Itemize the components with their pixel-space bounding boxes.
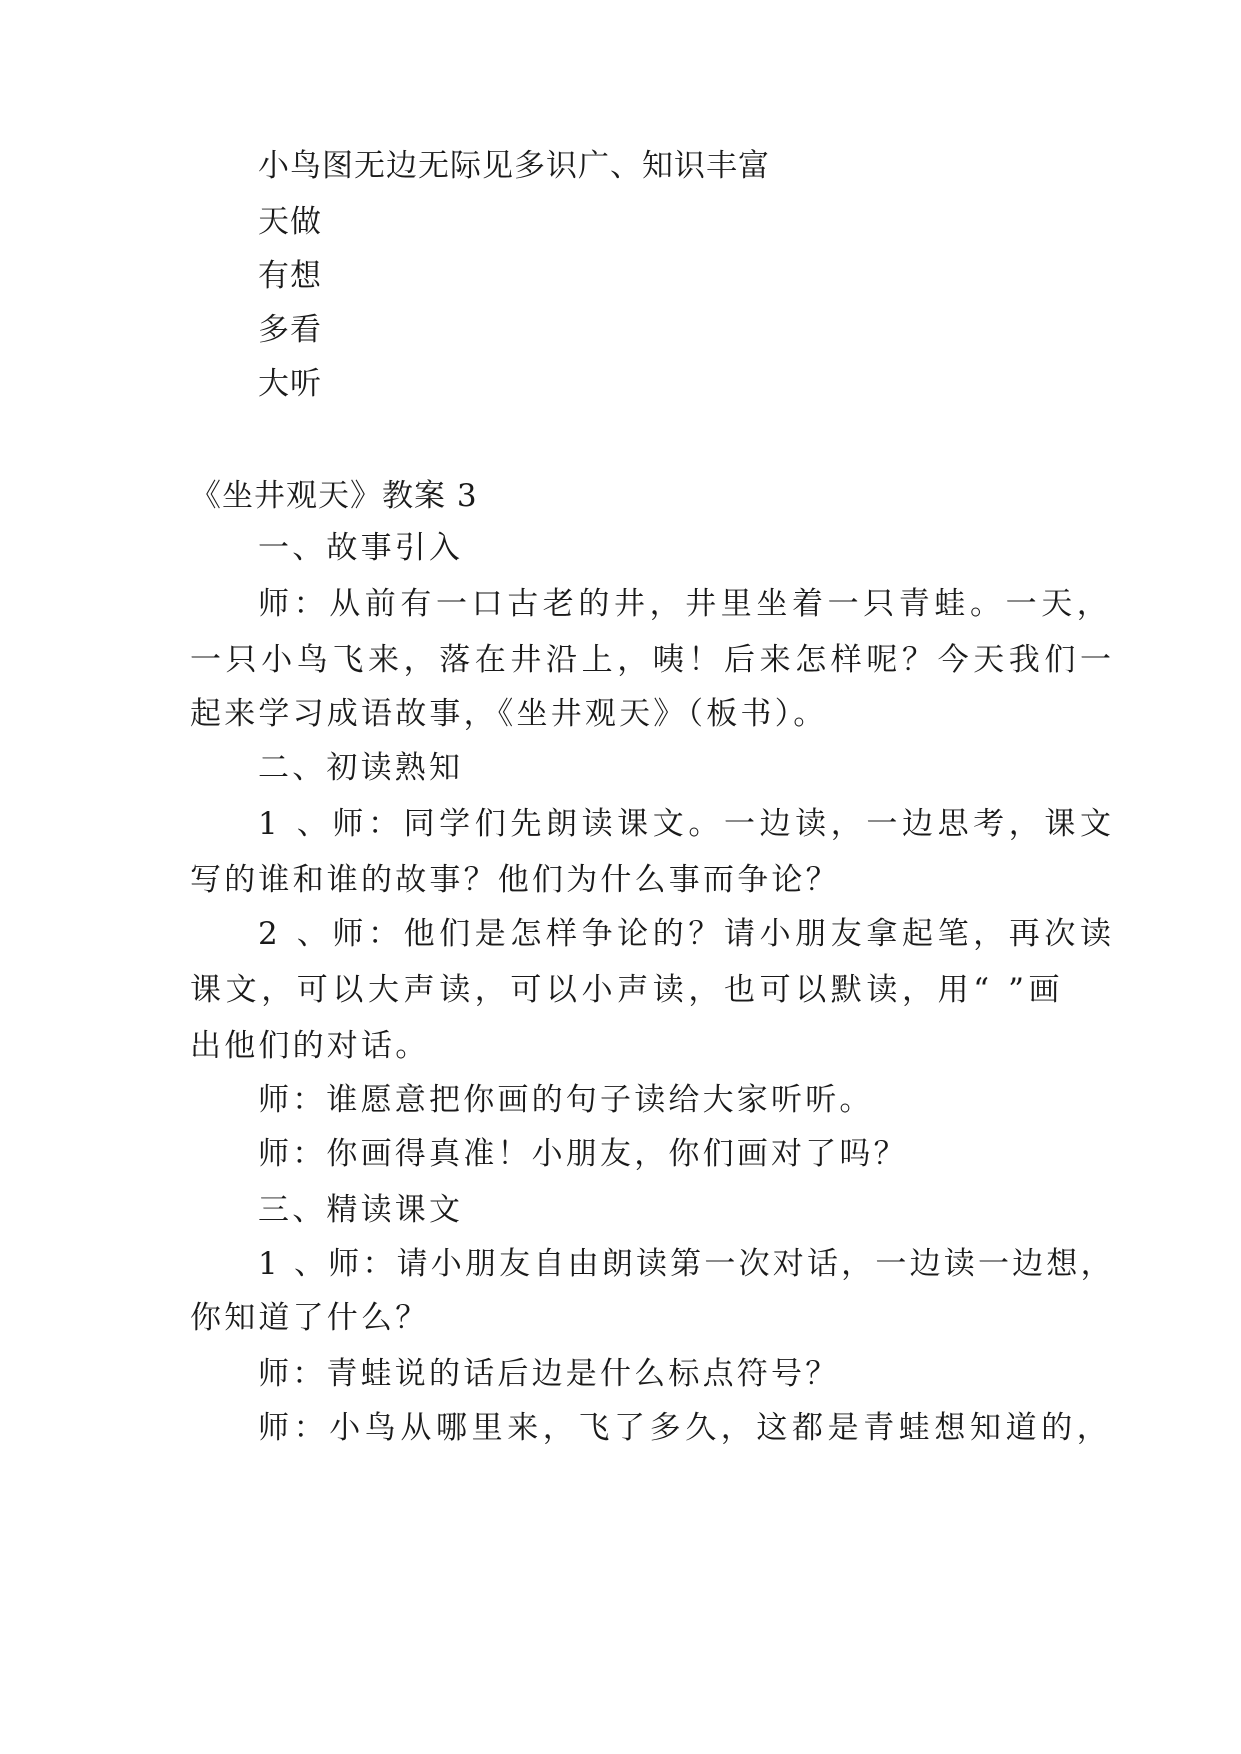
paragraph-line: 写的谁和谁的故事？他们为什么事而争论？ bbox=[190, 862, 840, 898]
paragraph-line: 一只小鸟飞来，落在井沿上，咦！后来怎样呢？今天我们一 bbox=[190, 642, 1116, 678]
top-line-2: 天做 bbox=[258, 204, 322, 240]
paragraph-line: 起来学习成语故事，《坐井观天》（板书）。 bbox=[190, 696, 828, 732]
paragraph-line: 师：青蛙说的话后边是什么标点符号？ bbox=[258, 1356, 840, 1392]
top-line-3: 有想 bbox=[258, 258, 322, 294]
heading-close-reading: 三、精读课文 bbox=[258, 1192, 464, 1228]
heading-story-intro: 一、故事引入 bbox=[258, 530, 464, 566]
heading-first-reading: 二、初读熟知 bbox=[258, 750, 464, 786]
paragraph-line: 1 、师：同学们先朗读课文。一边读，一边思考，课文 bbox=[258, 806, 1116, 842]
paragraph-line: 你知道了什么？ bbox=[190, 1300, 430, 1336]
paragraph-line: 师：你画得真准！小朋友，你们画对了吗？ bbox=[258, 1136, 908, 1172]
top-line-4: 多看 bbox=[258, 312, 322, 348]
paragraph-line: 师：从前有一口古老的井，井里坐着一只青蛙。一天， bbox=[258, 586, 1113, 622]
top-line-1: 小鸟图无边无际见多识广、知识丰富 bbox=[258, 148, 770, 184]
paragraph-line: 出他们的对话。 bbox=[190, 1028, 430, 1064]
section-title: 《坐井观天》教案 3 bbox=[190, 478, 478, 514]
top-line-5: 大听 bbox=[258, 366, 322, 402]
paragraph-line: 师：小鸟从哪里来，飞了多久，这都是青蛙想知道的， bbox=[258, 1410, 1113, 1446]
paragraph-line: 1 、师：请小朋友自由朗读第一次对话，一边读一边想， bbox=[258, 1246, 1115, 1282]
paragraph-line: 师：谁愿意把你画的句子读给大家听听。 bbox=[258, 1082, 874, 1118]
paragraph-line: 课文，可以大声读，可以小声读，也可以默读，用“ ”画 bbox=[190, 972, 1065, 1008]
paragraph-line: 2 、师：他们是怎样争论的？请小朋友拿起笔，再次读 bbox=[258, 916, 1116, 952]
